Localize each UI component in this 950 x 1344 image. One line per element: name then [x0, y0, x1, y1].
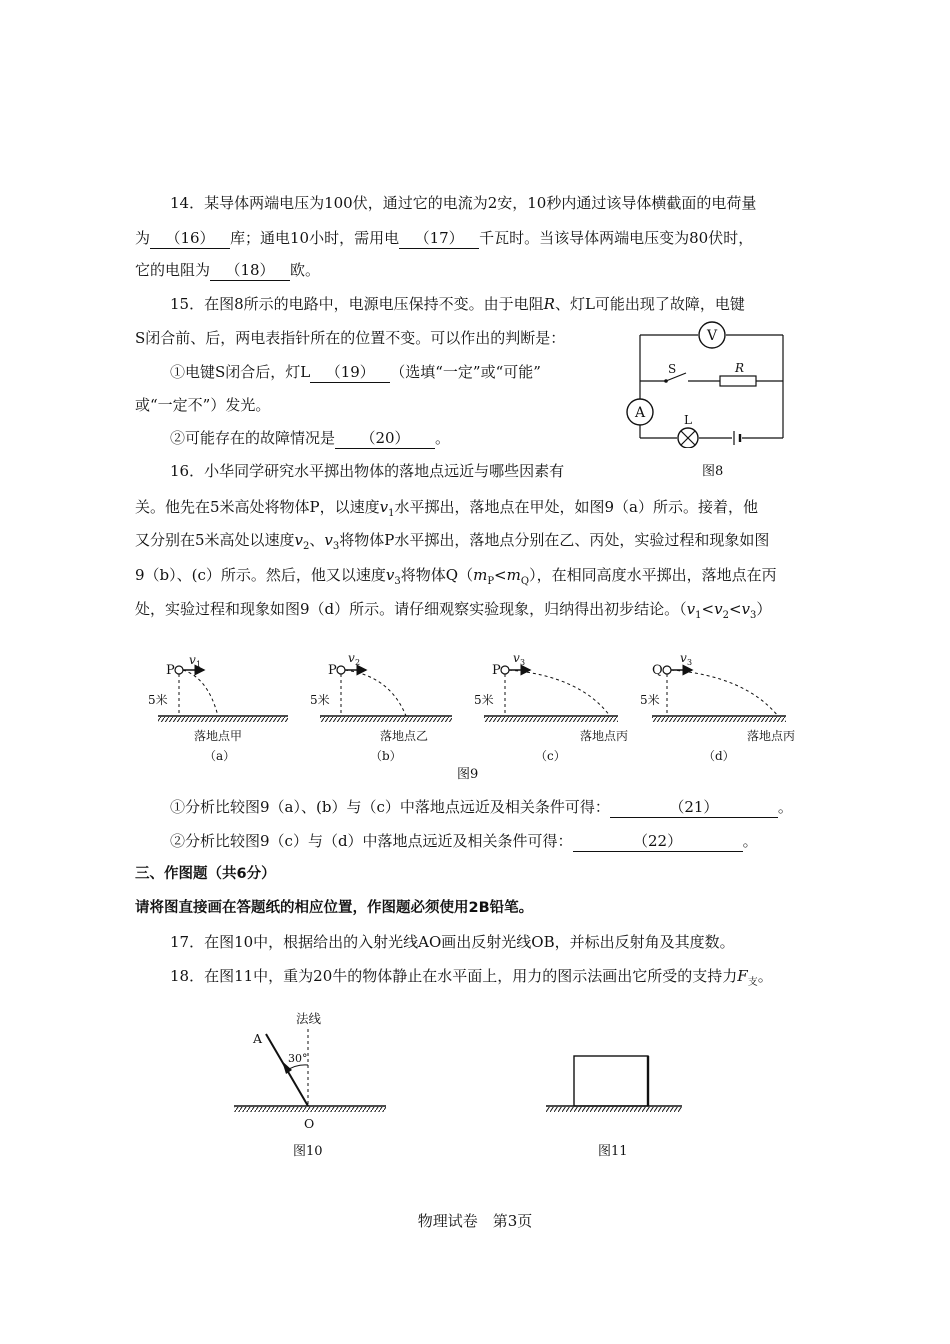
- projectile-figure-9: [140, 640, 820, 780]
- q15-sub2: ②可能存在的故障情况是 （20） 。: [170, 429, 451, 447]
- svg-text:1: 1: [196, 660, 202, 669]
- q16-sub1: ①分析比较图9（a）、(b）与（c）中落地点远近及相关条件可得： （21） 。: [170, 798, 793, 816]
- q14-line2: 为 （16） 库；通电10小时，需用电 （17） 千瓦时。当该导体两端电压变为80伏时，: [135, 229, 754, 247]
- q16-sub2: ②分析比较图9（c）与（d）中落地点远近及相关条件可得： （22） 。: [170, 832, 758, 850]
- svg-text:v: v: [189, 653, 196, 667]
- svg-text:P: P: [328, 663, 337, 678]
- svg-text:5米: 5米: [310, 693, 330, 707]
- svg-text:落地点甲: 落地点甲: [194, 729, 243, 743]
- blank-19[interactable]: （19）: [310, 362, 390, 383]
- q15-line2: S闭合前、后，两电表指针所在的位置不变。可以作出的判断是：: [135, 329, 566, 347]
- svg-text:5米: 5米: [474, 693, 494, 707]
- fig9-panel-c: [474, 651, 628, 763]
- q18-text: 18．在图11中，重为20牛的物体静止在水平面上，用力的图示法画出它所受的支持力$F_支$。: [170, 967, 773, 988]
- switch-label: S: [668, 362, 677, 376]
- svg-text:落地点丙: 落地点丙: [580, 729, 629, 743]
- svg-text:（d）: （d）: [703, 749, 735, 763]
- q14-line3: 它的电阻为 （18） 欧。: [135, 261, 321, 279]
- q15-sub1-cont: 或“一定不”）发光。: [135, 396, 271, 414]
- svg-text:30°: 30°: [288, 1052, 308, 1065]
- q16-line2: 关。他先在5米高处将物体P，以速度$v_1$水平掷出，落地点在甲处，如图9（a）所示。接着，他: [135, 498, 758, 519]
- svg-text:落地点乙: 落地点乙: [380, 729, 429, 743]
- svg-text:P: P: [492, 663, 501, 678]
- page-footer: 物理试卷 第3页: [417, 1212, 533, 1230]
- resistor-label: R: [735, 361, 745, 375]
- blank-22[interactable]: （22）: [573, 831, 743, 852]
- section-3-note: 请将图直接画在答题纸的相应位置，作图题必须使用2B铅笔。: [135, 900, 534, 916]
- svg-text:A: A: [634, 405, 646, 421]
- svg-text:5米: 5米: [640, 693, 660, 707]
- block-figure-11: [538, 1040, 688, 1120]
- fig9-caption: 图9: [457, 767, 479, 782]
- blank-21[interactable]: （21）: [610, 797, 778, 818]
- reflection-figure-10: [228, 1002, 398, 1132]
- fig9-panel-d: [640, 651, 795, 763]
- q17-text: 17．在图10中，根据给出的入射光线AO画出反射光线OB，并标出反射角及其度数。: [170, 933, 735, 951]
- q16-line3: 又分别在5米高处以速度$v_2$、$v_3$将物体P水平掷出，落地点分别在乙、丙处，实验过程和现象如图: [135, 531, 770, 552]
- svg-text:落地点丙: 落地点丙: [747, 729, 796, 743]
- circuit-figure-8: [622, 318, 802, 448]
- blank-16[interactable]: （16）: [150, 228, 230, 249]
- svg-text:2: 2: [355, 658, 361, 667]
- q14-line1: 14．某导体两端电压为100伏，通过它的电流为2安，10秒内通过该导体横截面的电荷量: [170, 194, 757, 212]
- fig10-caption: 图10: [293, 1144, 323, 1159]
- svg-text:O: O: [304, 1116, 315, 1131]
- svg-text:P: P: [166, 663, 175, 678]
- svg-text:v: v: [348, 651, 355, 665]
- svg-text:3: 3: [687, 658, 693, 667]
- fig9-panel-b: [310, 651, 452, 763]
- q16-line5: 处，实验过程和现象如图9（d）所示。请仔细观察实验现象，归纳得出初步结论。$(v_1<v_2<v_3)$: [135, 600, 772, 621]
- q16-line1: 16．小华同学研究水平掷出物体的落地点远近与哪些因素有: [170, 462, 565, 480]
- svg-text:5米: 5米: [148, 693, 168, 707]
- q15-line1: 15．在图8所示的电路中，电源电压保持不变。由于电阻R、灯L可能出现了故障，电键: [170, 295, 745, 313]
- normal-label: 法线: [296, 1011, 322, 1026]
- battery-icon: [734, 431, 740, 445]
- q16-line4: 9（b）、(c）所示。然后，他又以速度$v_3$将物体$Q(m_P<m_Q)$，在相同高度水平掷出，落地点在丙: [135, 566, 777, 587]
- q15-sub1: ①电键S闭合后，灯L （19） （选填“一定”或“可能”: [170, 363, 541, 381]
- fig9-panel-a: [148, 653, 288, 763]
- blank-18[interactable]: （18）: [210, 260, 290, 281]
- blank-20[interactable]: （20）: [335, 428, 435, 449]
- svg-text:v: v: [513, 651, 520, 665]
- svg-text:V: V: [706, 328, 718, 344]
- svg-text:（b）: （b）: [370, 749, 402, 763]
- fig11-caption: 图11: [598, 1144, 628, 1159]
- svg-text:Q: Q: [652, 663, 663, 678]
- svg-text:（a）: （a）: [204, 749, 236, 763]
- lamp-icon: [678, 428, 698, 448]
- svg-text:v: v: [680, 651, 687, 665]
- svg-text:A: A: [253, 1031, 263, 1046]
- blank-17[interactable]: （17）: [399, 228, 479, 249]
- svg-text:（c）: （c）: [535, 749, 566, 763]
- svg-text:3: 3: [520, 658, 526, 667]
- ammeter-icon: [627, 399, 653, 425]
- lamp-label: L: [684, 413, 692, 427]
- section-3-title: 三、作图题（共6分）: [135, 866, 276, 882]
- voltmeter-icon: [699, 322, 725, 348]
- fig8-caption: 图8: [702, 464, 724, 479]
